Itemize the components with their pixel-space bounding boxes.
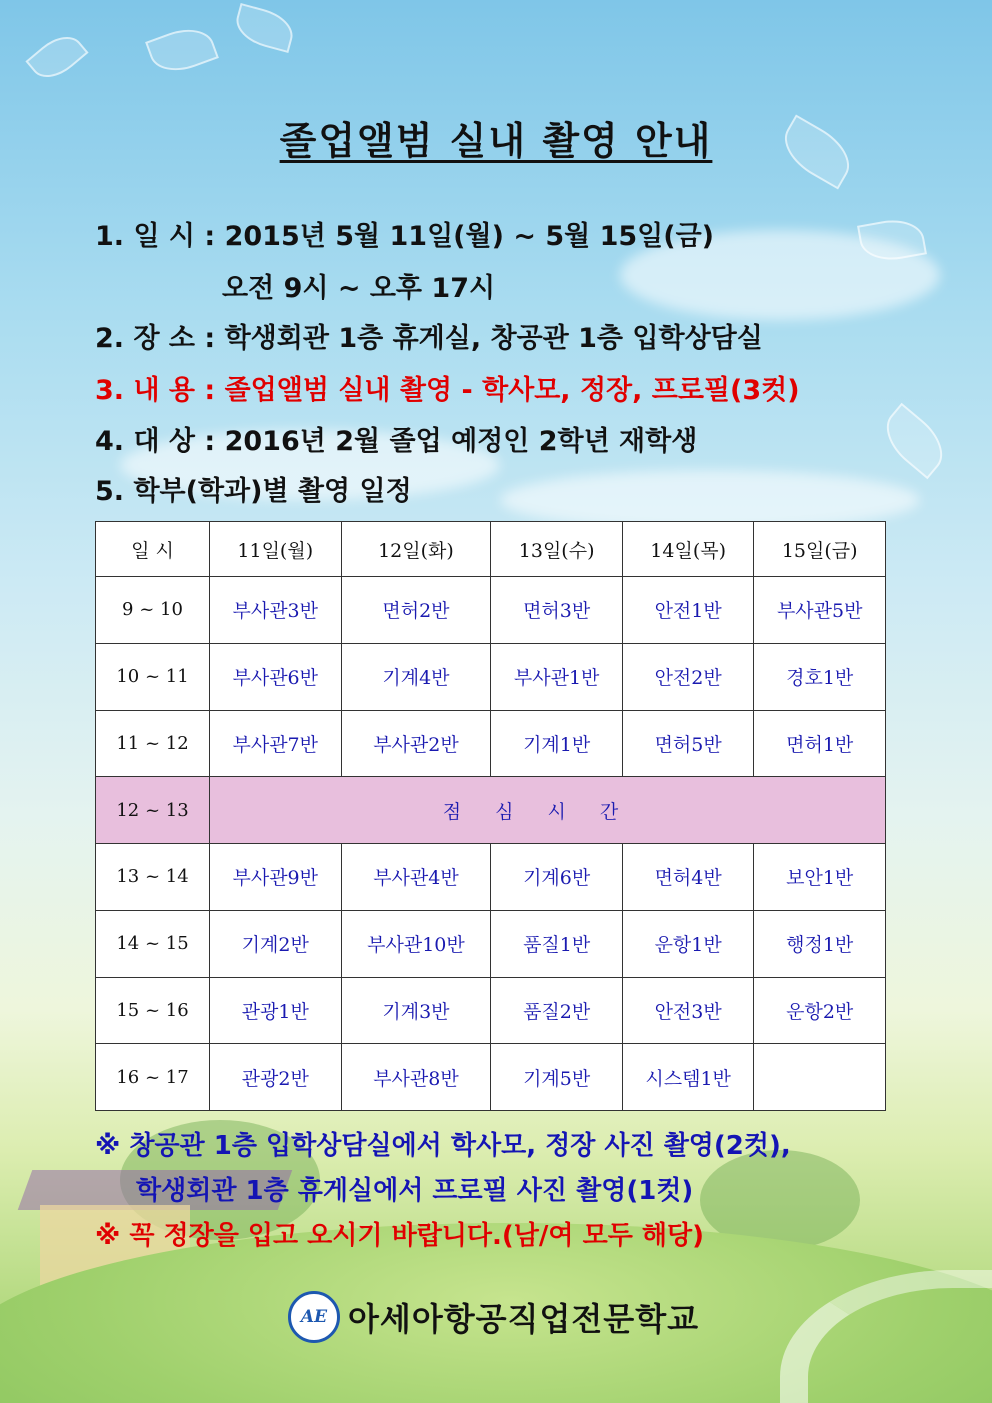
header-cell: 15일(금) <box>754 522 886 577</box>
time-cell: 11 ~ 12 <box>96 710 210 777</box>
class-cell: 부사관3반 <box>210 577 342 644</box>
table-row <box>96 910 886 977</box>
time-cell: 12 ~ 13 <box>96 777 210 844</box>
table-row <box>96 577 886 644</box>
footer <box>288 1292 699 1342</box>
table-row <box>96 710 886 777</box>
info-schedule-heading: 5. 학부(학과)별 촬영 일정 <box>95 476 412 507</box>
school-logo-icon: AE <box>288 1291 340 1343</box>
info-content: 3. 내 용 : 졸업앨범 실내 촬영 - 학사모, 정장, 프로필(3컷) <box>95 375 800 406</box>
class-cell: 안전2반 <box>622 643 754 710</box>
table-header-row <box>96 522 886 577</box>
lunch-cell: 점심시간 <box>210 777 886 844</box>
class-cell: 면허3반 <box>491 577 623 644</box>
class-cell: 품질1반 <box>491 910 623 977</box>
time-cell: 16 ~ 17 <box>96 1044 210 1111</box>
class-cell: 기계5반 <box>491 1044 623 1111</box>
header-cell: 14일(목) <box>622 522 754 577</box>
time-cell: 13 ~ 14 <box>96 844 210 911</box>
class-cell: 부사관1반 <box>491 643 623 710</box>
time-cell: 15 ~ 16 <box>96 977 210 1044</box>
class-cell: 면허1반 <box>754 710 886 777</box>
table-row <box>96 1044 886 1111</box>
class-cell: 부사관4반 <box>341 844 491 911</box>
school-name: 아세아항공직업전문학교 <box>348 1300 700 1338</box>
class-cell: 보안1반 <box>754 844 886 911</box>
header-cell: 12일(화) <box>341 522 491 577</box>
class-cell: 품질2반 <box>491 977 623 1044</box>
time-cell: 9 ~ 10 <box>96 577 210 644</box>
page-title: 졸업앨범 실내 촬영 안내 <box>279 119 713 163</box>
class-cell: 관광1반 <box>210 977 342 1044</box>
class-cell: 부사관6반 <box>210 643 342 710</box>
note-dress-code: ※ 꼭 정장을 입고 오시기 바랍니다.(남/여 모두 해당) <box>95 1221 704 1251</box>
class-cell: 부사관9반 <box>210 844 342 911</box>
lunch-row <box>96 777 886 844</box>
info-target: 4. 대 상 : 2016년 2월 졸업 예정인 2학년 재학생 <box>95 426 698 457</box>
info-date: 1. 일 시 : 2015년 5월 11일(월) ~ 5월 15일(금) <box>95 221 715 252</box>
class-cell: 안전3반 <box>622 977 754 1044</box>
class-cell: 면허5반 <box>622 710 754 777</box>
header-cell: 13일(수) <box>491 522 623 577</box>
class-cell: 안전1반 <box>622 577 754 644</box>
info-place: 2. 장 소 : 학생회관 1층 휴게실, 창공관 1층 입학상담실 <box>95 323 763 354</box>
class-cell: 부사관2반 <box>341 710 491 777</box>
class-cell: 운항2반 <box>754 977 886 1044</box>
note-profile-location: 학생회관 1층 휴게실에서 프로필 사진 촬영(1컷) <box>136 1176 694 1206</box>
class-cell: 관광2반 <box>210 1044 342 1111</box>
class-cell: 부사관8반 <box>341 1044 491 1111</box>
header-cell: 11일(월) <box>210 522 342 577</box>
table-row <box>96 844 886 911</box>
class-cell: 기계1반 <box>491 710 623 777</box>
schedule-table <box>95 521 886 1111</box>
time-cell: 10 ~ 11 <box>96 643 210 710</box>
class-cell: 기계6반 <box>491 844 623 911</box>
class-cell: 경호1반 <box>754 643 886 710</box>
class-cell: 부사관5반 <box>754 577 886 644</box>
time-cell: 14 ~ 15 <box>96 910 210 977</box>
class-cell: 면허2반 <box>341 577 491 644</box>
class-cell <box>754 1044 886 1111</box>
class-cell: 기계3반 <box>341 977 491 1044</box>
info-time: 오전 9시 ~ 오후 17시 <box>222 273 496 304</box>
table-row <box>96 977 886 1044</box>
note-photo-location: ※ 창공관 1층 입학상담실에서 학사모, 정장 사진 촬영(2컷), <box>95 1131 791 1161</box>
class-cell: 시스템1반 <box>622 1044 754 1111</box>
class-cell: 부사관10반 <box>341 910 491 977</box>
class-cell: 기계2반 <box>210 910 342 977</box>
class-cell: 행정1반 <box>754 910 886 977</box>
class-cell: 기계4반 <box>341 643 491 710</box>
class-cell: 부사관7반 <box>210 710 342 777</box>
class-cell: 운항1반 <box>622 910 754 977</box>
table-row <box>96 643 886 710</box>
class-cell: 면허4반 <box>622 844 754 911</box>
header-cell: 일 시 <box>96 522 210 577</box>
